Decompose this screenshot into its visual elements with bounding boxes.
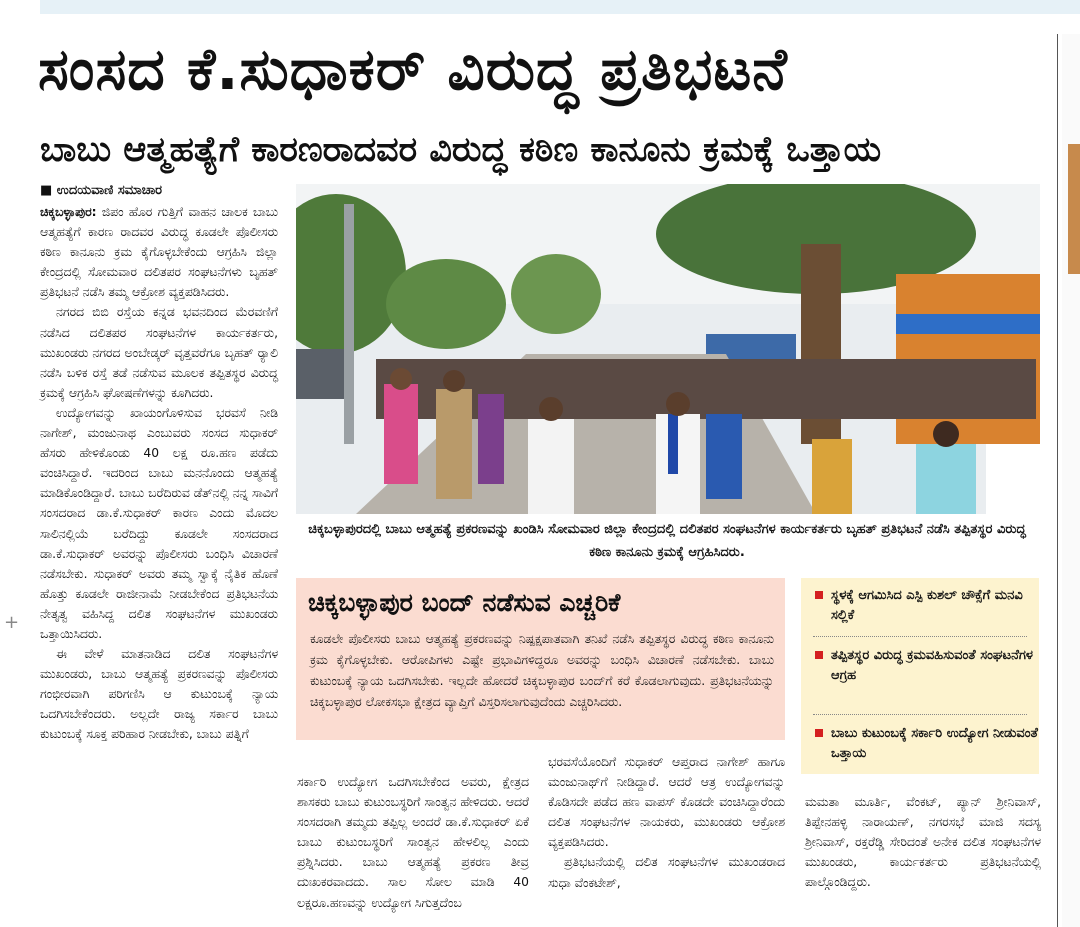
paragraph-text: ಜಿಪಂ ಹೊರ ಗುತ್ತಿಗೆ ವಾಹನ ಚಾಲಕ ಬಾಬು ಆತ್ಮಹತ್ಯೆಗೆ ಕಾರಣ ರಾದವರ ವಿರುದ್ಧ ಕೂಡಲೇ ಪೊಲೀಸರು ಕಠಿಣ ಕಾನೂನು ಕ್ರಮ ಕೈಗೊಳ್ಳಬೇಕೆಂದು ಆಗ್ರಹಿಸಿ ಜಿಲ್ಲಾ ಕೇಂದ್ರದಲ್ಲಿ ಸೋಮವಾರ ದಲಿತಪರ ಸಂಘಟನೆಗಳು ಬೃಹತ್ ಪ್ರತಿಭಟನೆ ನಡೆಸಿ ತಮ್ಮ ಆಕ್ರೋಶ ವ್ಯಕ್ತಪಡಿಸಿದರು. (40, 205, 278, 300)
dateline: ಚಿಕ್ಕಬಳ್ಳಾಪುರ: (40, 205, 97, 219)
protest-photo (296, 184, 1040, 514)
box-body: ಕೂಡಲೇ ಪೊಲೀಸರು ಬಾಬು ಆತ್ಮಹತ್ಯೆ ಪ್ರಕರಣವನ್ನು ನಿಷ್ಪಕ್ಷಪಾತವಾಗಿ ತನಿಖೆ ನಡೆಸಿ ತಪ್ಪಿತಸ್ಥರ ವಿರುದ್ಧ ಕಠಿಣ ಕಾನೂನು ಕ್ರಮ ಕೈಗೊಳ್ಳಬೇಕು. ಆರೋಪಿಗಳು ಎಷ್ಟೇ ಪ್ರಭಾವಿಗಳಿದ್ದರೂ ಅವರನ್ನು ಬಂಧಿಸಿ ವಿಚಾರಣೆ ನಡೆಸಬೇಕು. ಬಾಬು ಕುಟುಂಬಕ್ಕೆ ನ್ಯಾಯ ಒದಗಿಸಬೇಕು. ಇಲ್ಲದೇ ಹೋದರೆ ಚಿಕ್ಕಬಳ್ಳಾಪುರ ಬಂದ್‌ಗೆ ಕರೆ ಕೊಡಲಾಗುವುದು. ಪ್ರತಿಭಟನೆಯನ್ನು ಚಿಕ್ಕಬಳ್ಳಾಪುರ ಲೋಕಸಭಾ ಕ್ಷೇತ್ರದ ವ್ಯಾಪ್ತಿಗೆ ವಿಸ್ತರಿಸಲಾಗುವುದೆಂದು ಎಚ್ಚರಿಸಿದರು. (310, 632, 774, 709)
top-strip (40, 0, 1080, 14)
article-column-4 (805, 792, 1041, 892)
divider (813, 636, 1027, 637)
highlight-text: ತಪ್ಪಿತಸ್ಥರ ವಿರುದ್ಧ ಕ್ರಮವಹಿಸುವಂತೆ ಸಂಘಟನೆಗಳ ಆಗ್ರಹ (831, 648, 1033, 683)
paragraph: ಈ ವೇಳೆ ಮಾತನಾಡಿದ ದಲಿತ ಸಂಘಟನೆಗಳ ಮುಖಂಡರು, ಬಾಬು ಆತ್ಮಹತ್ಯೆ ಪ್ರಕರಣವನ್ನು ಪೊಲೀಸರು ಗಂಭೀರವಾಗಿ ಪರಿಗಣಿಸಿ ಆ ಕುಟುಂಬಕ್ಕೆ ನ್ಯಾಯ ಒದಗಿಸಬೇಕೆಂದರು. ಅಲ್ಲದೇ ರಾಜ್ಯ ಸರ್ಕಾರ ಬಾಬು ಕುಟುಂಬಕ್ಕೆ ಸೂಕ್ತ ಪರಿಹಾರ ನೀಡಬೇಕು, ಬಾಬು ಪತ್ನಿಗೆ (40, 647, 278, 742)
subheadline: ಬಾಬು ಆತ್ಮಹತ್ಯೆಗೆ ಕಾರಣರಾದವರ ವಿರುದ್ಧ ಕಠಿಣ ಕಾನೂನು ಕ್ರಮಕ್ಕೆ ಒತ್ತಾಯ (40, 130, 882, 170)
paragraph: ಸರ್ಕಾರಿ ಉದ್ಯೋಗ ಒದಗಿಸಬೇಕೆಂದ ಅವರು, ಕ್ಷೇತ್ರದ ಶಾಸಕರು ಬಾಬು ಕುಟುಂಬಸ್ಥರಿಗೆ ಸಾಂತ್ವನ ಹೇಳಿದರು. ಆದರೆ ಸಂಸದರಾಗಿ ತಮ್ಮದು ತಪ್ಪಿಲ್ಲ ಅಂದರೆ ಡಾ.ಕೆ.ಸುಧಾಕರ್ ಏಕೆ ಬಾಬು ಕುಟುಂಬಸ್ಥರಿಗೆ ಸಾಂತ್ವನ ಹೇಳಲಿಲ್ಲ ಎಂದು ಪ್ರಶ್ನಿಸಿದರು. ಬಾಬು ಆತ್ಮಹತ್ಯೆ ಪ್ರಕರಣ ತೀವ್ರ ದುಃಖಕರವಾದದು. ಸಾಲ ಸೋಲ ಮಾಡಿ 40 ಲಕ್ಷರೂ.ಹಣವನ್ನು ಉದ್ಯೋಗ ಸಿಗುತ್ತದೆಂಬ (297, 775, 529, 910)
article-column-3 (548, 752, 785, 893)
highlight-item (815, 646, 1045, 686)
byline: ■ ಉದಯವಾಣಿ ಸಮಾಚಾರ (40, 183, 163, 198)
headline: ಸಂಸದ ಕೆ.ಸುಧಾಕರ್‌ ವಿರುದ್ಧ ಪ್ರತಿಭಟನೆ (38, 35, 788, 103)
paragraph: ಉದ್ಯೋಗವನ್ನು ಖಾಯಂಗೊಳಿಸುವ ಭರವಸೆ ನೀಡಿ ನಾಗೇಶ್, ಮಂಜುನಾಥ ಎಂಬುವರು ಸಂಸದ ಸುಧಾಕರ್ ಹೆಸರು ಹೇಳಿಕೊಂಡು 40 ಲಕ್ಷ ರೂ.ಹಣ ಪಡೆದು ವಂಚಿಸಿದ್ದಾರೆ. ಇದರಿಂದ ಬಾಬು ಮನನೊಂದು ಆತ್ಮಹತ್ಯೆ ಮಾಡಿಕೊಂಡಿದ್ದಾರೆ. ಬಾಬು ಬರೆದಿರುವ ಡೆತ್‌ನಲ್ಲಿ ನನ್ನ ಸಾವಿಗೆ ಸಂಸದರಾದ ಡಾ.ಕೆ.ಸುಧಾಕರ್ ಕಾರಣ ಎಂದು ಮೊದಲ ಸಾಲಿನಲ್ಲಿಯೆ ಬರೆದಿದ್ದು ಕೂಡಲೇ ಸಂಸದರಾದ ಡಾ.ಕೆ.ಸುಧಾಕರ್ ಅವರನ್ನು ಪೊಲೀಸರು ಬಂಧಿಸಿ ವಿಚಾರಣೆ ನಡೆಸಬೇಕು. ಸುಧಾಕರ್ ಅವರು ತಮ್ಮ ಸ್ವಾಕ್ಕೆ ನೈತಿಕ ಹೊಣೆ ಹೊತ್ತು ಕೂಡಲೇ ರಾಜೀನಾಮೆ ನೀಡಬೇಕೆಂದ ಪ್ರತಿಭಟನೆಯ ನೇತೃತ್ವ ವಹಿಸಿದ್ದ ದಲಿತ ಸಂಘಟನೆಗಳ ಮುಖಂಡರು ಒತ್ತಾಯಿಸಿದರು. (40, 405, 278, 641)
paragraph (40, 202, 278, 302)
highlights-box (801, 578, 1039, 774)
crosshair-icon: + (4, 612, 20, 633)
photo-caption: ಚಿಕ್ಕಬಳ್ಳಾಪುರದಲ್ಲಿ ಬಾಬು ಆತ್ಮಹತ್ಯೆ ಪ್ರಕರಣವನ್ನು ಖಂಡಿಸಿ ಸೋಮವಾರ ಜಿಲ್ಲಾ ಕೇಂದ್ರದಲ್ಲಿ ದಲಿತಪರ ಸಂಘಟನೆಗಳ ಕಾರ್ಯಕರ್ತರು ಬೃಹತ್ ಪ್ರತಿಭಟನೆ ನಡೆಸಿ ತಪ್ಪಿತಸ್ಥರ ವಿರುದ್ಧ ಕಠಿಣ ಕಾನೂನು ಕ್ರಮಕ್ಕೆ ಆಗ್ರಹಿಸಿದರು. (308, 522, 1026, 560)
highlight-text: ಬಾಬು ಕುಟುಂಬಕ್ಕೆ ಸರ್ಕಾರಿ ಉದ್ಯೋಗ ನೀಡುವಂತೆ ಒತ್ತಾಯ (831, 726, 1038, 761)
article-column-2 (297, 772, 529, 913)
bullet-icon (815, 729, 823, 737)
box-title: ಚಿಕ್ಕಬಳ್ಳಾಪುರ ಬಂದ್‌ ನಡೆಸುವ ಎಚ್ಚರಿಕೆ (308, 588, 621, 617)
bullet-icon (815, 591, 823, 599)
article-column-1 (40, 202, 278, 745)
bullet-icon (815, 651, 823, 659)
highlight-item (815, 586, 1045, 626)
paragraph: ಮಮತಾ ಮೂರ್ತಿ, ವೆಂಕಟ್, ಪ್ಯಾನ್ ಶ್ರೀನಿವಾಸ್, ತಿಪ್ಪೇನಹಳ್ಳಿ ನಾರಾಯಣ್, ನಗರಸಭೆ ಮಾಜಿ ಸದಸ್ಯ ಶ್ರೀನಿವಾಸ್, ರಕ್ತರೆಡ್ಡಿ ಸೇರಿದಂತೆ ಅನೇಕ ದಲಿತ ಸಂಘಟನೆಗಳ ಮುಖಂಡರು, ಕಾರ್ಯಕರ್ತರು ಪ್ರತಿಭಟನೆಯಲ್ಲಿ ಪಾಲ್ಗೊಂಡಿದ್ದರು. (805, 795, 1041, 890)
highlight-text: ಸ್ಥಳಕ್ಕೆ ಆಗಮಿಸಿದ ಎಸ್ಪಿ ಕುಶಲ್ ಚೌಕ್ಸೆಗೆ ಮನವಿ ಸಲ್ಲಿಕೆ (831, 588, 1023, 623)
paragraph: ಭರವಸೆಯೊಂದಿಗೆ ಸುಧಾಕರ್ ಆಪ್ತರಾದ ನಾಗೇಶ್ ಹಾಗೂ ಮಂಜುನಾಥ್‌ಗೆ ನೀಡಿದ್ದಾರೆ. ಆದರೆ ಆತ್ರ ಉದ್ಯೋಗವನ್ನು ಕೊಡಿಸದೇ ಪಡೆದ ಹಣ ವಾಪಸ್ ಕೊಡದೇ ವಂಚಿಸಿದ್ದಾರೆಂದು ದಲಿತ ಸಂಘಟನೆಗಳ ನಾಯಕರು, ಮುಖಂಡರು ಆಕ್ರೋಶ ವ್ಯಕ್ತಪಡಿಸಿದರು. (548, 755, 785, 850)
column-rule (1057, 34, 1058, 927)
highlight-item (815, 724, 1045, 764)
paragraph: ಪ್ರತಿಭಟನೆಯಲ್ಲಿ ದಲಿತ ಸಂಘಟನೆಗಳ ಮುಖಂಡರಾದ ಸುಧಾ ವೆಂಕಟೇಶ್, (548, 855, 785, 890)
paragraph: ನಗರದ ಬಿಬಿ ರಸ್ತೆಯ ಕನ್ನಡ ಭವನದಿಂದ ಮೆರವಣಿಗೆ ನಡೆಸಿದ ದಲಿತಪರ ಸಂಘಟನೆಗಳ ಕಾರ್ಯಕರ್ತರು, ಮುಖಂಡರು ನಗರದ ಅಂಬೇಡ್ಕರ್ ವೃತ್ತವರೆಗೂ ಬೃಹತ್ ರ‍್ಯಾಲಿ ನಡೆಸಿ ಬಳಿಕ ರಸ್ತೆ ತಡೆ ನಡೆಸುವ ಮೂಲಕ ತಪ್ಪಿತಸ್ಥರ ವಿರುದ್ಧ ಕ್ರಮಕ್ಕೆ ಆಗ್ರಹಿಸಿ ಘೋಷಣೆಗಳನ್ನು ಕೂಗಿದರು. (40, 305, 278, 400)
sidebar-box-bandh-warning (296, 578, 785, 740)
adjacent-article-edge (1062, 34, 1080, 927)
divider (813, 714, 1027, 715)
adjacent-photo (1068, 144, 1080, 274)
